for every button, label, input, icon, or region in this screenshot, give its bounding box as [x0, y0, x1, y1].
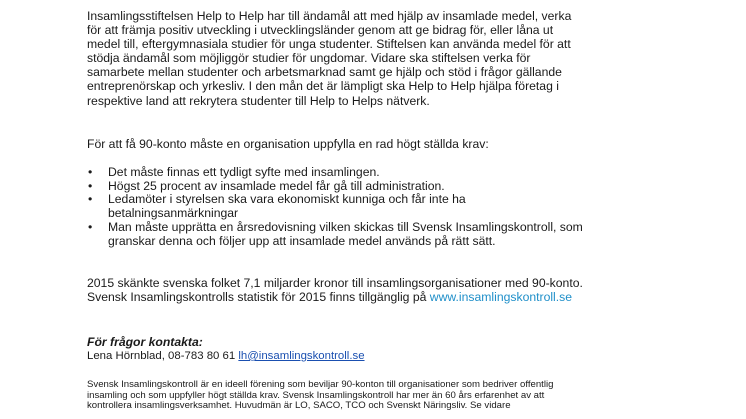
- footer-text: [87, 380, 667, 412]
- text-line: 2015 skänkte svenska folket 7,1 miljarder kronor till insamlingsorganisationer med 90-konto.: [87, 276, 583, 290]
- text-line: för att främja positiv utveckling i utvecklingsländer genom att ge bidrag för, eller låna ut: [87, 23, 554, 38]
- bullet-icon: •: [88, 219, 93, 234]
- text-line: samarbete mellan studenter och arbetsmarknad samt ge hjälp och stöd i frågor gällande: [87, 65, 562, 80]
- list-item-text: Ledamöter i styrelsen ska vara ekonomiskt kunniga och får inte ha: [108, 192, 466, 207]
- list-item-text: Det måste finnas ett tydligt syfte med insamlingen.: [108, 165, 380, 179]
- text-line: stödja ändamål som möjliggör studier för ungdomar. Vidare ska stiftelsen verka för: [87, 51, 531, 66]
- statistics-paragraph: [87, 276, 583, 304]
- footer-line: Svensk Insamlingskontroll är en ideell förening som beviljar 90-konton till organisationer som bedriver offentlig: [87, 379, 554, 390]
- contact-line: [87, 350, 365, 362]
- requirements-list: [87, 166, 687, 248]
- list-item-text: betalningsanmärkningar: [108, 206, 239, 221]
- list-item-text: Högst 25 procent av insamlade medel får gå till administration.: [108, 178, 445, 193]
- footer-line: kontrollera insamlingsverksamhet. Huvudmän är LO, SACO, TCO och Svenskt Näringsliv. Se vidare: [87, 400, 511, 412]
- contact-heading: För frågor kontakta:: [87, 335, 203, 349]
- text-line: entreprenörskap och yrkesliv. I den mån det är lämpligt ska Help to Help hjälpa företag i: [87, 79, 559, 94]
- requirements-intro: För att få 90-konto måste en organisation uppfylla en rad högt ställda krav:: [87, 137, 489, 151]
- text-line: Insamlingsstiftelsen Help to Help har till ändamål att med hjälp av insamlade medel, verka: [87, 9, 572, 23]
- list-item: [87, 221, 687, 248]
- list-item: [87, 180, 687, 194]
- list-item-text: Man måste upprätta en årsredovisning vilken skickas till Svensk Insamlingskontroll, som: [108, 219, 583, 234]
- text-line: respektive land att rekrytera studenter till Help to Helps nätverk.: [87, 93, 430, 108]
- list-item-text: granskar denna och följer upp att insamlade medel används på rätt sätt.: [108, 233, 496, 248]
- bullet-icon: •: [88, 178, 93, 193]
- contact-name-phone: Lena Hörnblad, 08-783 80 61: [87, 350, 239, 362]
- footer-line: insamling och som uppfyller högt ställda krav. Svensk Insamlingskontroll har mer än 60 års erfarenhet av att: [87, 389, 545, 401]
- text-line: Svensk Insamlingskontrolls statistik för 2015 finns tillgänglig på: [87, 290, 430, 305]
- text-line: medel till, eftergymnasiala studier för unga studenter. Stiftelsen kan använda medel för att: [87, 37, 571, 52]
- website-link[interactable]: www.insamlingskontroll.se: [429, 290, 573, 305]
- bullet-icon: •: [88, 165, 93, 179]
- intro-paragraph: [87, 9, 647, 108]
- list-item: [87, 166, 687, 180]
- list-item: [87, 193, 687, 220]
- email-link[interactable]: lh@insamlingskontroll.se: [238, 350, 365, 362]
- bullet-icon: •: [88, 192, 93, 207]
